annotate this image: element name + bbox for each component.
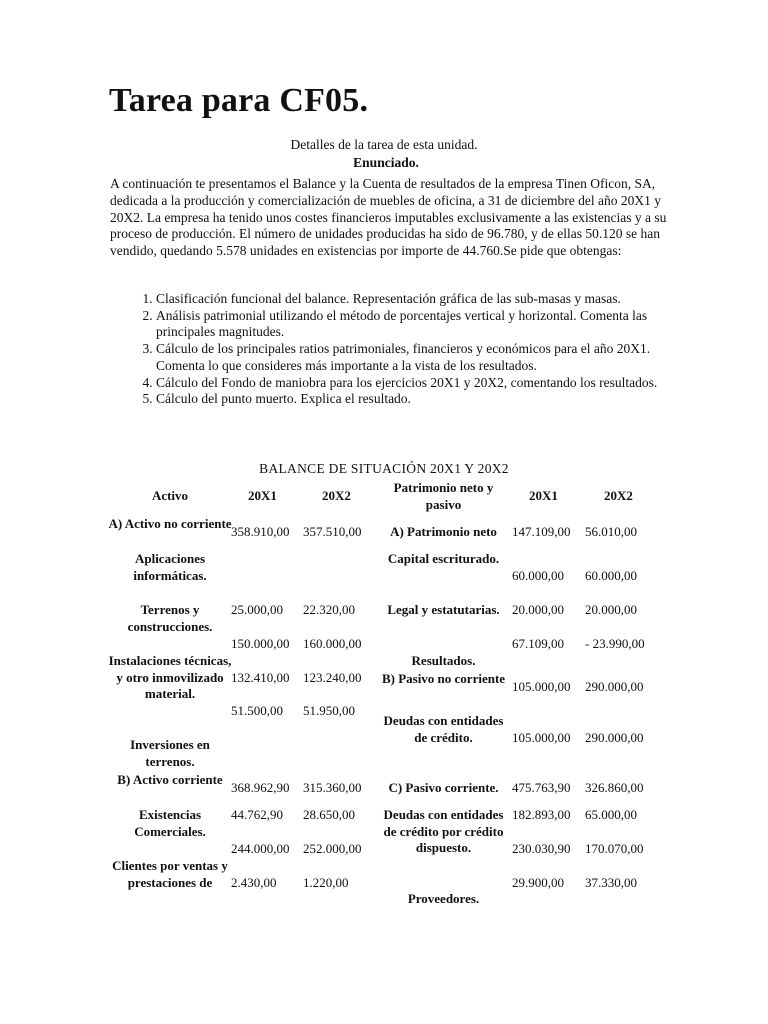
value-pasivo: 182.893,00 — [512, 807, 571, 822]
value-pasivo: 67.109,00 — [512, 636, 564, 651]
label-proveedores: Proveedores. — [407, 891, 480, 906]
intro-paragraph: A continuación te presentamos el Balance y la Cuenta de resultados de la empresa Tinen Oficon, SA, dedicada a la producción y comercialización de muebles de oficina, a 31 de diciembre del año 20X1 y 20X2. La empresa ha tenido unos costes financieros imputables exclusivamente a las existencias y a su proceso de producción. El número de unidades producidas ha sido de 96.780, y de ellas 50.120 se han vendido, quedando 5.578 unidades en existencias por importe de 44.760.Se pide que obtengas: — [110, 176, 667, 259]
enunciado-heading: Enunciado. — [353, 155, 419, 170]
label-resultados: Resultados. — [411, 653, 476, 668]
value-pasivo: - 23.990,00 — [585, 636, 645, 651]
label-clientes: Clientes por ventas y prestaciones de — [112, 858, 228, 890]
value-pasivo: 20.000,00 — [512, 602, 564, 617]
label-inversiones: Inversiones en terrenos. — [130, 737, 210, 769]
value-activo: 28.650,00 — [303, 807, 355, 822]
value-activo: 160.000,00 — [303, 636, 362, 651]
label-terrenos: Terrenos y construcciones. — [127, 602, 213, 634]
value-pasivo: 37.330,00 — [585, 875, 637, 890]
page-title: Tarea para CF05. — [109, 82, 369, 119]
value-activo: 123.240,00 — [303, 670, 362, 685]
balance-title: BALANCE DE SITUACIÓN 20X1 Y 20X2 — [259, 461, 509, 476]
value-pasivo: 230.030,90 — [512, 841, 571, 856]
value-activo: 315.360,00 — [303, 780, 362, 795]
task-list — [156, 291, 666, 408]
task-item-3: 3. Cálculo de los principales ratios patrimoniales, financieros y económicos para el año 20X1. Comenta lo que consideres más importante a la vista de los resultados. — [156, 341, 666, 374]
value-activo: 1.220,00 — [303, 875, 349, 890]
value-pasivo: 170.070,00 — [585, 841, 644, 856]
value-pasivo: 147.109,00 — [512, 524, 571, 539]
task-item-1: 1. Clasificación funcional del balance. Representación gráfica de las sub-masas y masas. — [156, 291, 666, 308]
header-pasivo-20x2: 20X2 — [604, 488, 633, 503]
label-activo-no-corriente: A) Activo no corriente — [108, 516, 232, 531]
value-activo: 358.910,00 — [231, 524, 290, 539]
task-item-4: 4. Cálculo del Fondo de maniobra para los ejercicios 20X1 y 20X2, comentando los resultados. — [156, 375, 666, 392]
task-item-2: 2. Análisis patrimonial utilizando el método de porcentajes vertical y horizontal. Comenta las principales magnitudes. — [156, 308, 666, 341]
label-pasivo-corriente: C) Pasivo corriente. — [388, 780, 499, 795]
value-activo: 357.510,00 — [303, 524, 362, 539]
value-pasivo: 105.000,00 — [512, 679, 571, 694]
label-deudas-credito: Deudas con entidades de crédito. — [383, 713, 504, 745]
header-pasivo-20x1: 20X1 — [529, 488, 558, 503]
value-activo: 132.410,00 — [231, 670, 290, 685]
label-capital: Capital escriturado. — [387, 551, 500, 566]
task-item-5: 5. Cálculo del punto muerto. Explica el resultado. — [156, 391, 666, 408]
value-pasivo: 65.000,00 — [585, 807, 637, 822]
label-existencias: Existencias Comerciales. — [134, 807, 206, 839]
label-deudas-dispuesto: Deudas con entidades de crédito por crédito dispuesto. — [383, 807, 504, 855]
label-pasivo-no-corriente: B) Pasivo no corriente — [381, 671, 506, 686]
label-aplicaciones: Aplicaciones informáticas. — [133, 551, 207, 583]
value-activo: 150.000,00 — [231, 636, 290, 651]
header-activo-20x1: 20X1 — [248, 488, 277, 503]
value-activo: 252.000,00 — [303, 841, 362, 856]
value-activo: 51.500,00 — [231, 703, 283, 718]
value-activo: 51.950,00 — [303, 703, 355, 718]
header-activo-20x2: 20X2 — [322, 488, 351, 503]
subtitle: Detalles de la tarea de esta unidad. — [290, 137, 478, 152]
value-activo: 2.430,00 — [231, 875, 277, 890]
label-legal: Legal y estatutarias. — [387, 602, 500, 617]
value-pasivo: 326.860,00 — [585, 780, 644, 795]
value-pasivo: 60.000,00 — [512, 568, 564, 583]
value-pasivo: 105.000,00 — [512, 730, 571, 745]
value-activo: 244.000,00 — [231, 841, 290, 856]
label-instalaciones: Instalaciones técnicas, y otro inmovilizado material. — [108, 653, 232, 701]
header-patrimonio-pasivo: Patrimonio neto y pasivo — [393, 480, 494, 512]
value-pasivo: 290.000,00 — [585, 679, 644, 694]
value-pasivo: 475.763,90 — [512, 780, 571, 795]
value-activo: 22.320,00 — [303, 602, 355, 617]
value-activo: 25.000,00 — [231, 602, 283, 617]
value-pasivo: 56.010,00 — [585, 524, 637, 539]
label-activo-corriente: B) Activo corriente — [117, 772, 223, 787]
header-activo: Activo — [151, 488, 189, 503]
label-patrimonio-neto: A) Patrimonio neto — [390, 524, 497, 539]
value-pasivo: 29.900,00 — [512, 875, 564, 890]
value-activo: 44.762,90 — [231, 807, 283, 822]
value-pasivo: 60.000,00 — [585, 568, 637, 583]
value-pasivo: 20.000,00 — [585, 602, 637, 617]
value-activo: 368.962,90 — [231, 780, 290, 795]
value-pasivo: 290.000,00 — [585, 730, 644, 745]
